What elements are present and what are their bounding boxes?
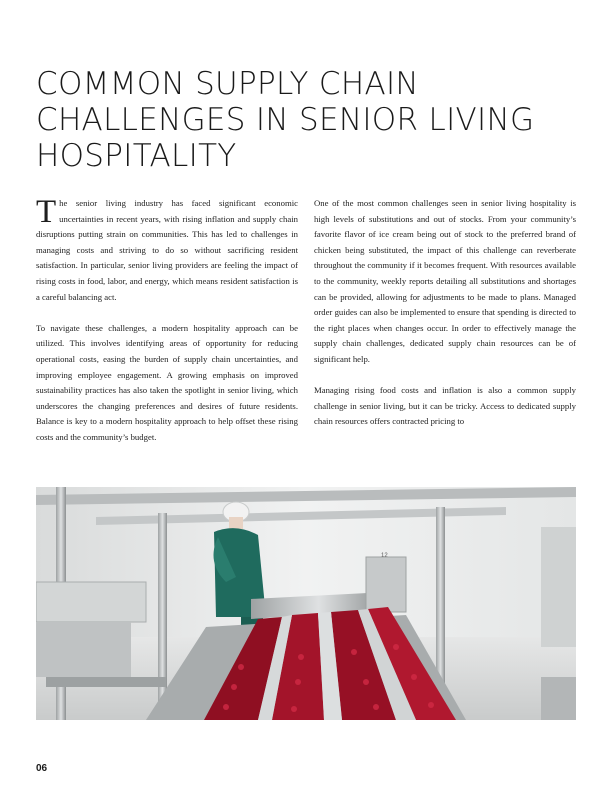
title-line-2: CHALLENGES IN SENIOR LIVING	[36, 102, 535, 138]
machine-number: 12	[381, 553, 388, 559]
paragraph-substitutions: One of the most common challenges seen in senior living hospitality is high levels of substitutions and out of stocks. From your community’s favorite flavor of ice cream being out of stock to the preferred brand of chicken being substituted, the impact of this challenge can reverberate throughout the community if it becomes frequent. With resources available to the community, weekly reports detailing all substitutions and shortages can be provided, allowing for adjustments to be made to plans. Managed order guides can also be implemented to ensure that spending is directed to the right places when changes occur. In order to effectively manage the supply chain challenges, dedicated supply chain resources can be of significant help.	[314, 198, 576, 364]
drop-cap: T	[36, 194, 57, 230]
paragraph-intro-text: he senior living industry has faced significant economic uncertainties in recent years, with rising inflation and supply chain disruptions putting strain on communities. This has led to challenges in managing costs and striving to do so without sacrificing resident satisfaction. In particular, senior living providers are feeling the impact of rising costs in food, labor, and energy, which means resident satisfaction is a careful balancing act.	[36, 198, 298, 302]
body-column-left	[36, 196, 298, 461]
body-column-right	[314, 196, 576, 446]
production-line-photo	[36, 487, 576, 720]
title-line-3: HOSPITALITY	[36, 138, 237, 174]
article-title	[36, 66, 581, 174]
page-number: 06	[36, 763, 48, 774]
title-line-1: COMMON SUPPLY CHAIN	[36, 66, 419, 102]
paragraph-food-costs: Managing rising food costs and inflation is also a common supply challenge in senior living, but it can be tricky. Access to dedicated supply chain resources offers contracted pricing to	[314, 385, 576, 427]
production-line-illustration	[36, 487, 576, 720]
paragraph-intro	[36, 196, 298, 305]
paragraph-approach: To navigate these challenges, a modern hospitality approach can be utilized. This involves identifying areas of opportunity for reducing operational costs, easing the burden of supply chain uncertainties, and improving employee engagement. A growing emphasis on improved sustainability practices has also taken the spotlight in senior living, which underscores the changing preferences and desires of future residents. Balance is key to a modern hospitality approach to help offset these rising costs and the community’s budget.	[36, 322, 298, 442]
